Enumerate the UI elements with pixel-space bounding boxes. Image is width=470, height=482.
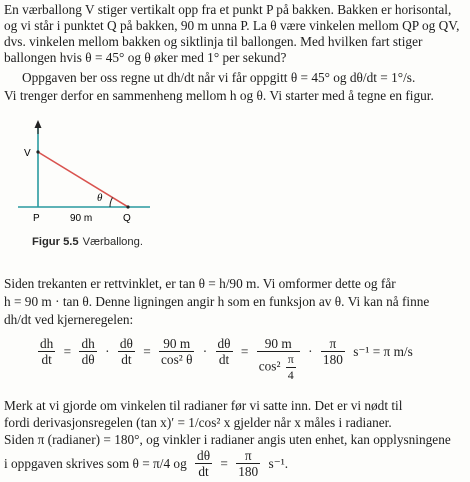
text-line: En værballong V stiger vertikalt opp fra et punkt P på bakken. Bakken er horisontal, — [4, 2, 452, 17]
fraction: $\frac{\pi}{180}$ — [322, 336, 343, 367]
text-line: ballongen hvis θ = 45° og θ øker med 1° per sekund? — [4, 50, 287, 65]
chain-rule-equation: $\frac{dh}{dt}$ = $\frac{dh}{d\theta}$ · $\frac{d\theta}{dt}$ = $\frac{90 m}{\text{cos² θ}}$ · $\frac{d\theta}{dt}$ = 90 m cos² $\frac{\pi}{4}$ · $\frac{\pi}{180}$ s⁻¹ = π m/s — [40, 336, 413, 382]
fraction: $\frac{\pi}{180}$ — [238, 448, 259, 479]
figure-caption — [32, 236, 143, 248]
text-line: dvs. vinkelen mellom bakken og siktlinja til ballongen. Med hvilken fart stiger — [4, 34, 423, 49]
text-line: Siden trekanten er rettvinklet, er tan θ = h/90 m. Vi omformer dette og får — [4, 276, 396, 291]
label-distance: 90 m — [70, 213, 93, 224]
text-line: h = 90 m · tan θ. Denne ligningen angir h som en funksjon av θ. Vi kan nå finne — [4, 294, 430, 309]
fraction: $\frac{d\theta}{dt}$ — [119, 336, 133, 367]
label-theta: θ — [97, 192, 103, 204]
text-line: fordi derivasjonsregelen (tan x)′ = 1/cos² x gjelder når x måles i radianer. — [4, 415, 392, 430]
arrow-up-icon — [35, 120, 42, 128]
text-line: Merk at vi gjorde om vinkelen til radianer før vi satte inn. Det er vi nødt til — [4, 398, 403, 413]
fraction: $\frac{dh}{dt}$ — [40, 336, 54, 367]
balloon-figure — [0, 120, 180, 230]
label-p: P — [33, 213, 40, 224]
fraction: 90 m cos² $\frac{\pi}{4}$ — [257, 336, 300, 383]
text-line: og vi står i punktet Q på bakken, 90 m unna P. La θ være vinkelen mellom QP og QV, — [4, 18, 460, 33]
sight-line — [38, 152, 128, 207]
fraction: $\frac{d\theta}{dt}$ — [197, 448, 211, 479]
point-v — [36, 150, 39, 153]
fraction: $\frac{d\theta}{dt}$ — [217, 336, 231, 367]
text-line: Vi trenger derfor en sammenheng mellom h og θ. Vi starter med å tegne en figur. — [4, 88, 434, 103]
text-line: Oppgaven ber oss regne ut dh/dt når vi får oppgitt θ = 45° og dθ/dt = 1°/s. — [22, 70, 416, 85]
label-q: Q — [123, 213, 131, 224]
text-line: dh/dt ved kjerneregelen: — [4, 312, 134, 327]
caption-number: Figur 5.5 — [32, 236, 79, 248]
text-line: Siden π (radianer) = 180°, og vinkler i radianer angis uten enhet, kan opplysningene — [4, 432, 451, 447]
fraction: $\frac{90 m}{\text{cos² θ}}$ — [161, 336, 193, 367]
fraction: $\frac{dh}{d\theta}$ — [81, 336, 95, 367]
text-line-with-fractions: i oppgaven skrives som θ = π/4 og $\frac{d\theta}{dt}$ = $\frac{\pi}{180}$ s⁻¹. — [4, 448, 289, 479]
point-q — [126, 205, 129, 208]
caption-text: Værballong. — [82, 236, 143, 248]
angle-arc — [110, 198, 113, 208]
label-v: V — [24, 148, 31, 159]
